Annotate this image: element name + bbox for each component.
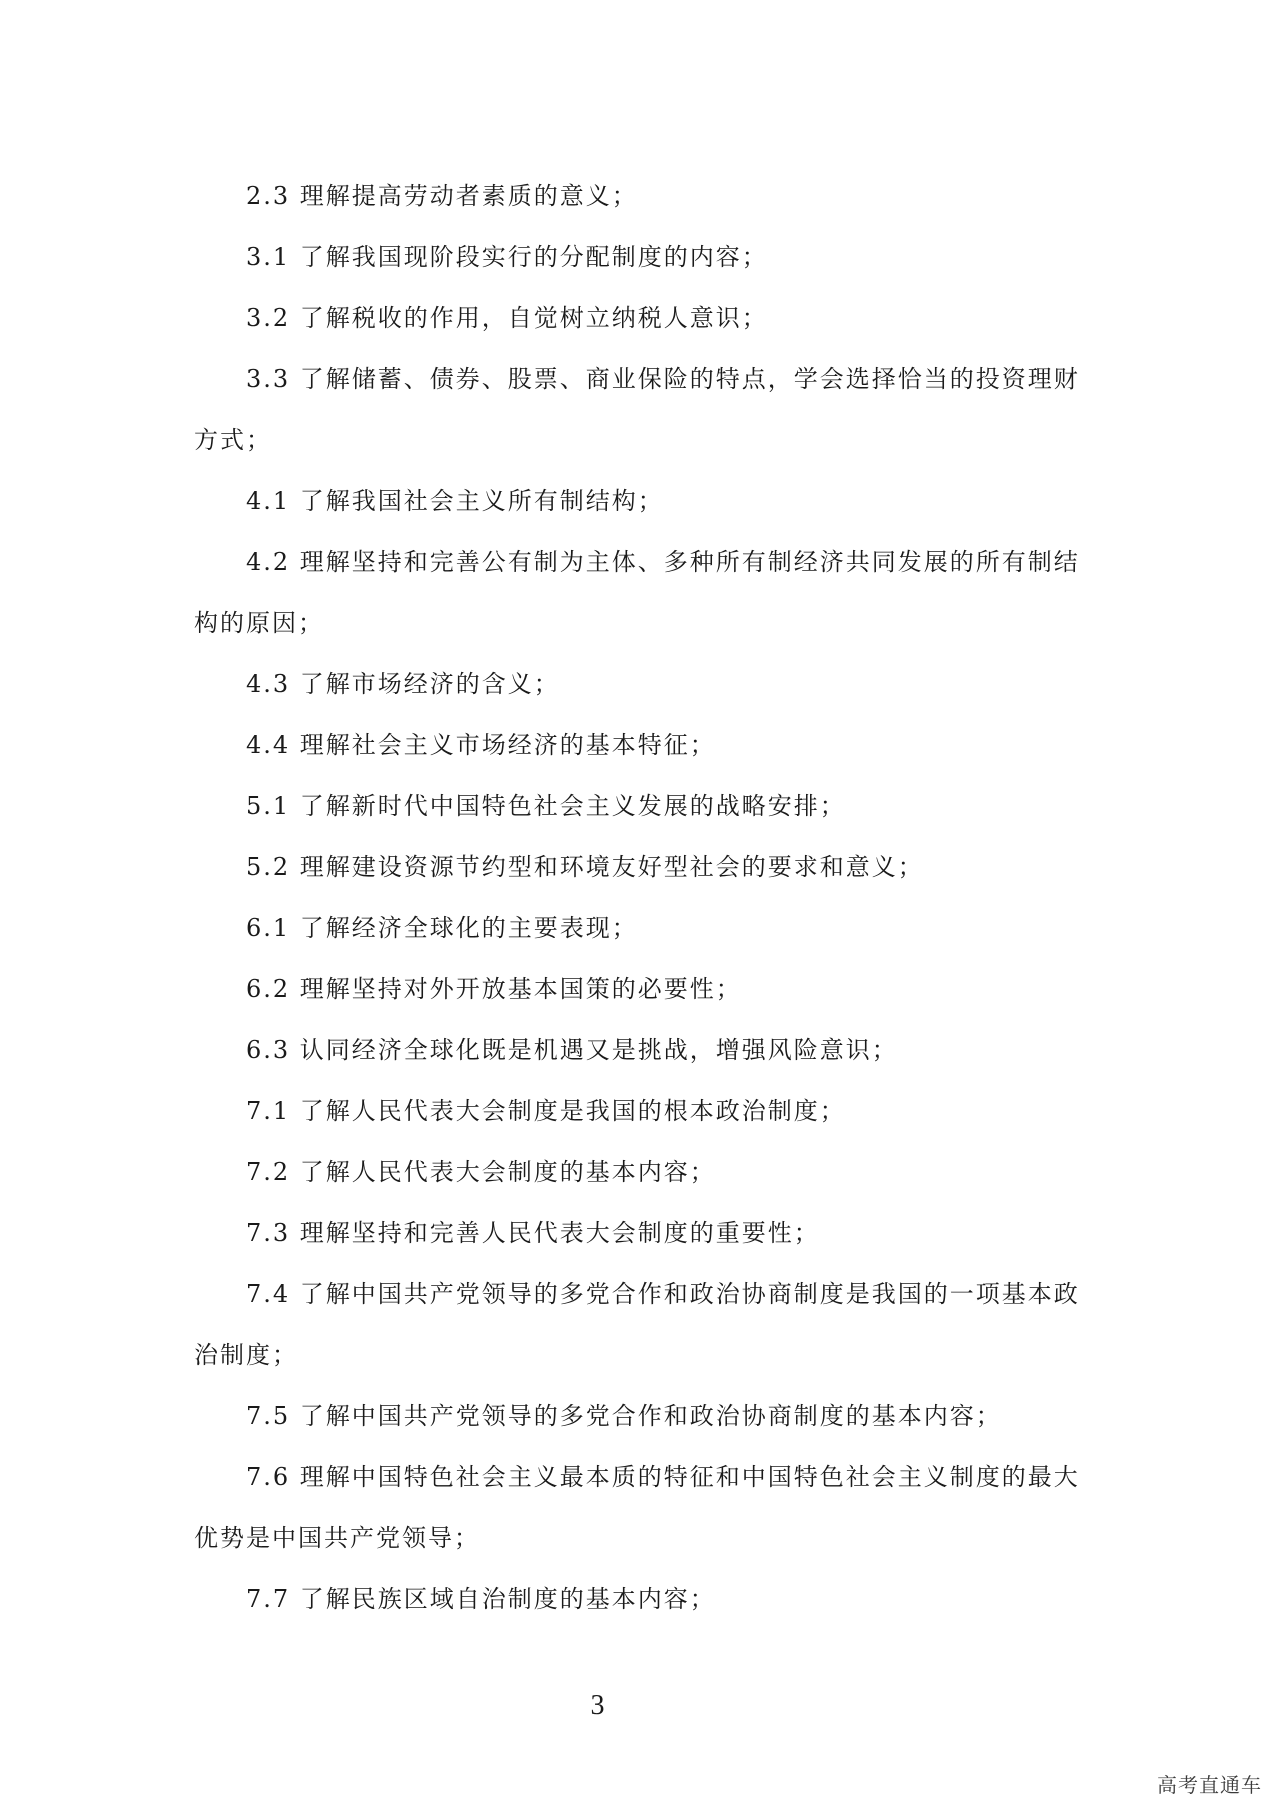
paragraph-5-2: 5.2 理解建设资源节约型和环境友好型社会的要求和意义；: [246, 853, 924, 881]
paragraph-6-2: 6.2 理解坚持对外开放基本国策的必要性；: [246, 975, 742, 1003]
paragraph-4-2: 4.2 理解坚持和完善公有制为主体、多种所有制经济共同发展的所有制结构的原因；: [194, 548, 1080, 637]
paragraph-6-1: 6.1 了解经济全球化的主要表现；: [246, 914, 638, 942]
paragraph-6-3: 6.3 认同经济全球化既是机遇又是挑战，增强风险意识；: [246, 1036, 898, 1064]
paragraph-4-4: 4.4 理解社会主义市场经济的基本特征；: [246, 731, 716, 759]
paragraph-7-4: 7.4 了解中国共产党领导的多党合作和政治协商制度是我国的一项基本政治制度；: [194, 1280, 1080, 1369]
paragraph-5-1: 5.1 了解新时代中国特色社会主义发展的战略安排；: [246, 792, 846, 820]
paragraph-4-3: 4.3 了解市场经济的含义；: [246, 670, 560, 698]
page-number: 3: [590, 1690, 605, 1721]
paragraph-2-3: 2.3 理解提高劳动者素质的意义；: [246, 182, 638, 210]
paragraph-7-5: 7.5 了解中国共产党领导的多党合作和政治协商制度的基本内容；: [246, 1402, 1002, 1430]
paragraph-7-2: 7.2 了解人民代表大会制度的基本内容；: [246, 1158, 716, 1186]
paragraph-7-7: 7.7 了解民族区域自治制度的基本内容；: [246, 1585, 716, 1613]
paragraph-3-1: 3.1 了解我国现阶段实行的分配制度的内容；: [246, 243, 768, 271]
watermark-text: 高考直通车: [1157, 1773, 1262, 1797]
paragraph-3-3: 3.3 了解储蓄、债券、股票、商业保险的特点，学会选择恰当的投资理财方式；: [194, 365, 1080, 454]
paragraph-7-6: 7.6 理解中国特色社会主义最本质的特征和中国特色社会主义制度的最大优势是中国共产党领导；: [194, 1463, 1080, 1552]
paragraph-7-3: 7.3 理解坚持和完善人民代表大会制度的重要性；: [246, 1219, 820, 1247]
paragraph-4-1: 4.1 了解我国社会主义所有制结构；: [246, 487, 664, 515]
paragraph-3-2: 3.2 了解税收的作用，自觉树立纳税人意识；: [246, 304, 768, 332]
paragraph-7-1: 7.1 了解人民代表大会制度是我国的根本政治制度；: [246, 1097, 846, 1125]
document-body: [194, 166, 1094, 1630]
